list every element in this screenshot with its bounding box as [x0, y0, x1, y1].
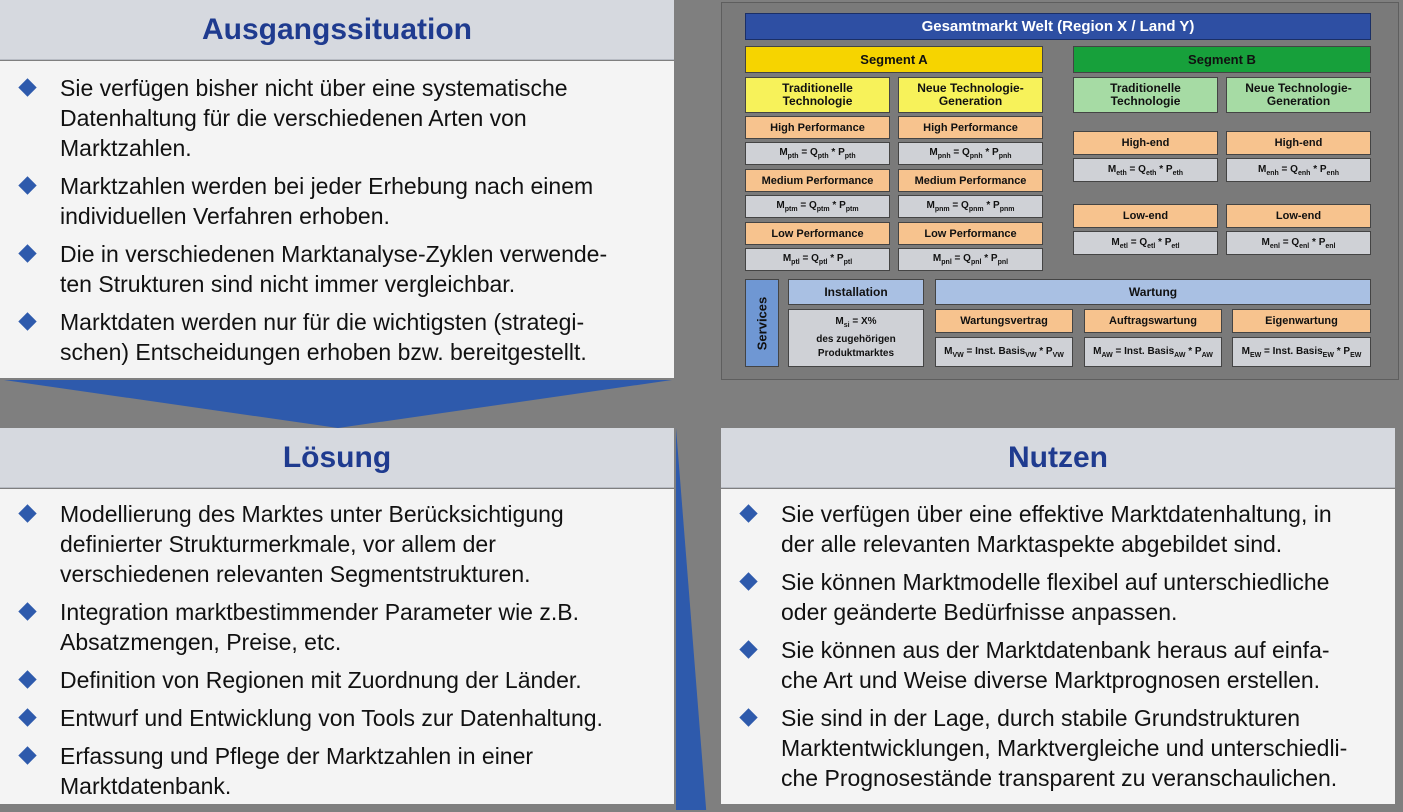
loesung-body — [0, 489, 674, 804]
bullet-item — [721, 635, 1395, 695]
wartungsvertrag-box: Wartungsvertrag — [935, 309, 1073, 333]
diamond-bullet-icon — [18, 176, 36, 194]
installation-box: Installation — [788, 279, 924, 305]
diamond-bullet-icon — [18, 708, 36, 726]
formula-pth-box: $M_{pth} = Q_{pth} * P_{pth}$ — [745, 142, 890, 165]
arrow-right-shape — [676, 428, 720, 810]
formula-enh-box: $M_{enh} = Q_{enh} * P_{enh}$ — [1226, 158, 1371, 182]
bullet-item — [721, 703, 1395, 793]
bullet-line: Erfassung und Pflege der Marktzahlen in einer — [60, 743, 534, 769]
formula-enl-box: $M_{enl} = Q_{enl} * P_{enl}$ — [1226, 231, 1371, 255]
ausgangssituation-body — [0, 61, 674, 378]
bullet-line: Modellierung des Marktes unter Berücksichtigung — [60, 501, 564, 527]
high-performance-trad-box: High Performance — [745, 116, 890, 139]
bullet-line: Integration marktbestimmender Parameter wie z.B. — [60, 599, 579, 625]
formula-ptl-box: $M_{ptl} = Q_{ptl} * P_{ptl}$ — [745, 248, 890, 271]
bullet-line: definierter Strukturmerkmale, vor allem der — [60, 531, 496, 557]
diamond-bullet-icon — [18, 312, 36, 330]
diamond-bullet-icon — [18, 746, 36, 764]
bullet-line: Datenhaltung für die verschiedenen Arten von — [60, 105, 527, 131]
high-end-trad-box: High-end — [1073, 131, 1218, 155]
bullet-item — [721, 499, 1395, 559]
nutzen-body — [721, 489, 1395, 804]
bullet-line: Entwurf und Entwicklung von Tools zur Datenhaltung. — [60, 705, 603, 731]
bullet-item — [0, 741, 674, 801]
market-structure-diagram — [721, 2, 1399, 380]
low-performance-neu-box: Low Performance — [898, 222, 1043, 245]
diamond-bullet-icon — [18, 670, 36, 688]
formula-vw-box: $M_{VW}$ = Inst. Basis$_{VW}$ * $P_{VW}$ — [935, 337, 1073, 367]
loesung-title: Lösung — [0, 428, 674, 488]
bullet-line: Definition von Regionen mit Zuordnung der Länder. — [60, 667, 582, 693]
bullet-line: Absatzmengen, Preise, etc. — [60, 629, 342, 655]
bullet-line: Marktdaten werden nur für die wichtigsten (strategi- — [60, 309, 585, 335]
low-performance-trad-box: Low Performance — [745, 222, 890, 245]
bullet-item — [0, 239, 674, 299]
neue-tech-b-box: Neue Technologie- Generation — [1226, 77, 1371, 113]
bullet-item — [0, 499, 674, 589]
bullet-line: che Art und Weise diverse Marktprognosen erstellen. — [781, 667, 1321, 693]
bullet-line: Sie verfügen bisher nicht über eine systematische — [60, 75, 568, 101]
bullet-line: Sie verfügen über eine effektive Marktdatenhaltung, in — [781, 501, 1332, 527]
formula-ptm-box: $M_{ptm} = Q_{ptm} * P_{ptm}$ — [745, 195, 890, 218]
formula-pnm-box: $M_{pnm} = Q_{pnm} * P_{pnm}$ — [898, 195, 1043, 218]
diamond-bullet-icon — [739, 640, 757, 658]
bullet-line: verschiedenen relevanten Segmentstrukturen. — [60, 561, 531, 587]
nutzen-title: Nutzen — [721, 428, 1395, 488]
diamond-bullet-icon — [739, 708, 757, 726]
bullet-line: oder geänderte Bedürfnisse anpassen. — [781, 599, 1178, 625]
diamond-bullet-icon — [18, 602, 36, 620]
bullet-line: Marktentwicklungen, Marktvergleiche und unterschiedli- — [781, 735, 1348, 761]
bullet-line: individuellen Verfahren erhoben. — [60, 203, 390, 229]
eigenwartung-box: Eigenwartung — [1232, 309, 1371, 333]
bullet-line: Sie sind in der Lage, durch stabile Grundstrukturen — [781, 705, 1301, 731]
medium-performance-neu-box: Medium Performance — [898, 169, 1043, 192]
high-performance-neu-box: High Performance — [898, 116, 1043, 139]
bullet-line: Sie können aus der Marktdatenbank heraus auf einfa- — [781, 637, 1330, 663]
trad-tech-b-box: Traditionelle Technologie — [1073, 77, 1218, 113]
formula-ew-box: $M_{EW}$ = Inst. Basis$_{EW}$ * $P_{EW}$ — [1232, 337, 1371, 367]
bullet-line: ten Strukturen sind nicht immer vergleichbar. — [60, 271, 516, 297]
formula-pnh-box: $M_{pnh} = Q_{pnh} * P_{pnh}$ — [898, 142, 1043, 165]
diamond-bullet-icon — [739, 572, 757, 590]
auftragswartung-box: Auftragswartung — [1084, 309, 1222, 333]
bullet-line: Die in verschiedenen Marktanalyse-Zyklen verwende- — [60, 241, 608, 267]
bullet-item — [0, 597, 674, 657]
diamond-bullet-icon — [739, 504, 757, 522]
bullet-item — [0, 703, 674, 733]
trad-tech-a-box: Traditionelle Technologie — [745, 77, 890, 113]
low-end-neu-box: Low-end — [1226, 204, 1371, 228]
neue-tech-a-box: Neue Technologie- Generation — [898, 77, 1043, 113]
bullet-item — [0, 307, 674, 367]
low-end-trad-box: Low-end — [1073, 204, 1218, 228]
formula-etl-box: $M_{etl} = Q_{etl} * P_{etl}$ — [1073, 231, 1218, 255]
bullet-line: der alle relevanten Marktaspekte abgebildet sind. — [781, 531, 1283, 557]
formula-eth-box: $M_{eth} = Q_{eth} * P_{eth}$ — [1073, 158, 1218, 182]
bullet-item — [0, 73, 674, 163]
bullet-item — [0, 665, 674, 695]
bullet-line: Marktdatenbank. — [60, 773, 232, 799]
loesung-list — [0, 499, 674, 801]
diamond-bullet-icon — [18, 244, 36, 262]
wartung-box: Wartung — [935, 279, 1371, 305]
diamond-bullet-icon — [18, 78, 36, 96]
ausgangssituation-title: Ausgangssituation — [0, 0, 674, 60]
bullet-item — [721, 567, 1395, 627]
formula-aw-box: $M_{AW}$ = Inst. Basis$_{AW}$ * $P_{AW}$ — [1084, 337, 1222, 367]
bullet-line: che Prognosestände transparent zu veranschaulichen. — [781, 765, 1338, 791]
medium-performance-trad-box: Medium Performance — [745, 169, 890, 192]
bullet-line: schen) Entscheidungen erhoben bzw. bereitgestellt. — [60, 339, 587, 365]
ausgangssituation-list — [0, 73, 674, 367]
segment-a-box: Segment A — [745, 46, 1043, 73]
nutzen-list — [721, 499, 1395, 793]
bullet-line: Marktzahlen. — [60, 135, 192, 161]
high-end-neu-box: High-end — [1226, 131, 1371, 155]
bullet-line: Sie können Marktmodelle flexibel auf unterschiedliche — [781, 569, 1330, 595]
formula-si-box: $M_{si} = X\%$ des zugehörigen Produktmarktes — [788, 309, 924, 367]
arrow-down-shape — [4, 380, 672, 428]
services-box: Services — [745, 279, 779, 367]
diamond-bullet-icon — [18, 504, 36, 522]
gesamtmarkt-box: Gesamtmarkt Welt (Region X / Land Y) — [745, 13, 1371, 40]
segment-b-box: Segment B — [1073, 46, 1371, 73]
bullet-line: Marktzahlen werden bei jeder Erhebung nach einem — [60, 173, 594, 199]
bullet-item — [0, 171, 674, 231]
formula-pnl-box: $M_{pnl} = Q_{pnl} * P_{pnl}$ — [898, 248, 1043, 271]
